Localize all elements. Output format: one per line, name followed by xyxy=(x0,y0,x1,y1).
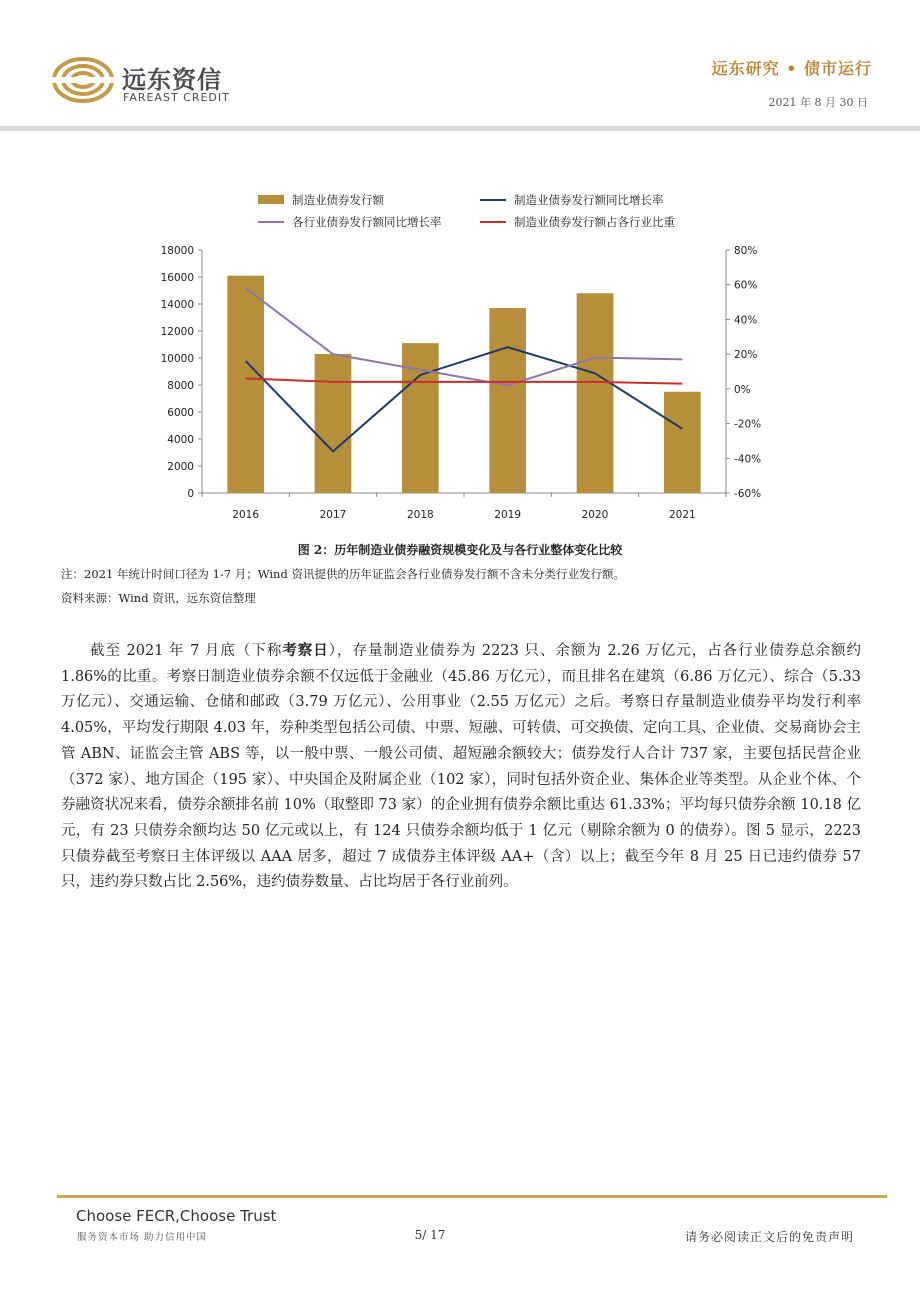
data-source: 资料来源：Wind 资讯，远东资信整理 xyxy=(61,591,256,605)
bar-2016 xyxy=(227,276,264,493)
y-tick-label-right: 80% xyxy=(734,245,758,257)
y-tick-label-right: 40% xyxy=(734,314,758,327)
legend-swatch xyxy=(258,195,284,204)
brand-name-en: FAREAST CREDIT xyxy=(123,91,230,104)
body-text xyxy=(61,638,861,896)
issuance-chart xyxy=(140,180,780,530)
y-tick-label-right: -20% xyxy=(734,418,762,431)
x-tick-label: 2016 xyxy=(232,509,260,521)
bar-2017 xyxy=(315,354,352,493)
body-bold-term: 考察日 xyxy=(282,642,329,659)
legend-label: 制造业债券发行额 xyxy=(292,193,384,207)
y-tick-label-left: 16000 xyxy=(160,272,194,284)
body-text-segment: 截至 2021 年 7 月底（下称 xyxy=(90,643,283,659)
y-tick-label-left: 2000 xyxy=(167,461,194,473)
brand-name-cn: 远东资信 xyxy=(122,66,222,94)
y-tick-label-left: 6000 xyxy=(167,407,194,419)
y-tick-label-right: 0% xyxy=(734,383,751,396)
x-tick-label: 2019 xyxy=(494,509,522,521)
report-date: 2021 年 8 月 30 日 xyxy=(768,96,868,109)
y-tick-label-right: -40% xyxy=(734,453,762,466)
bar-2019 xyxy=(489,308,526,493)
y-tick-label-right: 60% xyxy=(734,279,758,292)
chart-note: 注：2021 年统计时间口径为 1-7 月；Wind 资讯提供的历年证监会各行业债券发行额不含未分类行业发行额。 xyxy=(61,567,625,581)
footer-slogan-en: Choose FECR,Choose Trust xyxy=(76,1207,277,1225)
y-tick-label-right: -60% xyxy=(734,488,762,500)
legend-label: 制造业债券发行额同比增长率 xyxy=(514,193,664,207)
y-tick-label-left: 0 xyxy=(187,488,194,500)
series-line xyxy=(246,288,683,385)
report-series: 远东研究 • 债市运行 xyxy=(711,59,872,78)
bar-2020 xyxy=(577,293,614,493)
body-paragraph xyxy=(61,638,861,896)
figure-caption: 图 2：历年制造业债券融资规模变化及与各行业整体变化比较 xyxy=(297,543,623,557)
fareast-logo-icon xyxy=(52,56,114,104)
body-text-segment: ），存量制造业债券为 2223 只、余额为 2.26 万亿元，占各行业债券总余额约 1.86%的比重。考察日制造业债券余额不仅远低于金融业（45.86 万亿元），而且排名在建筑（6.86 万亿元）、综合（5.33 万亿元）、交通运输、仓储和邮政（3.79 万亿元）、公用事业（2.55 万亿元）之后。考察日存量制造业债券平均发行利率 4.05%，平均发行期限 4.03 年，券种类型包括公司债、中票、短融、可转债、可交换债、定向工具、企业债、交易商协会主管 ABN、证监会主管 ABS 等，以一般中票、一般公司债、超短融余额较大；债券发行人合计 737 家，主要包括民营企业（372 家）、地方国企（195 家）、中央国企及附属企业（102 家），同时包括外资企业、集体企业等类型。从企业个体、个券融资状况来看，债券余额排名前 10%（取整即 73 家）的企业拥有债券余额比重达 61.33%；平均每只债券余额 10.18 亿元，有 23 只债券余额均达 50 亿元或以上，有 124 只债券余额均低于 1 亿元（剔除余额为 0 的债券）。图 5 显示，2223 只债券截至考察日主体评级以 AAA 居多，超过 7 成债券主体评级 AA+（含）以上；截至今年 8 月 25 日已违约债券 57 只，违约券只数占比 2.56%，违约债券数量、占比均居于各行业前列。 xyxy=(61,643,862,891)
y-tick-label-left: 4000 xyxy=(167,434,194,446)
y-tick-label-left: 18000 xyxy=(160,245,194,257)
series-line xyxy=(246,378,683,383)
header-divider xyxy=(0,126,920,131)
legend-label: 各行业债券发行额同比增长率 xyxy=(292,215,442,229)
footer-divider xyxy=(57,1195,887,1198)
page-number: 5/ 17 xyxy=(414,1228,446,1242)
footer-slogan-cn: 服务资本市场 助力信用中国 xyxy=(77,1232,208,1243)
bar-2021 xyxy=(664,392,701,493)
legend-label: 制造业债券发行额占各行业比重 xyxy=(514,215,675,229)
y-tick-label-left: 10000 xyxy=(160,353,194,365)
page-header xyxy=(0,0,920,130)
y-tick-label-left: 12000 xyxy=(160,326,194,338)
y-tick-label-left: 8000 xyxy=(167,380,194,392)
bar-2018 xyxy=(402,343,439,493)
x-tick-label: 2021 xyxy=(668,509,696,521)
x-tick-label: 2018 xyxy=(406,509,434,521)
footer-disclaimer: 请务必阅读正文后的免责声明 xyxy=(684,1230,854,1244)
x-tick-label: 2020 xyxy=(581,509,609,521)
x-tick-label: 2017 xyxy=(319,509,347,521)
y-tick-label-right: 20% xyxy=(734,349,758,362)
series-line xyxy=(246,347,683,451)
y-tick-label-left: 14000 xyxy=(160,299,194,311)
